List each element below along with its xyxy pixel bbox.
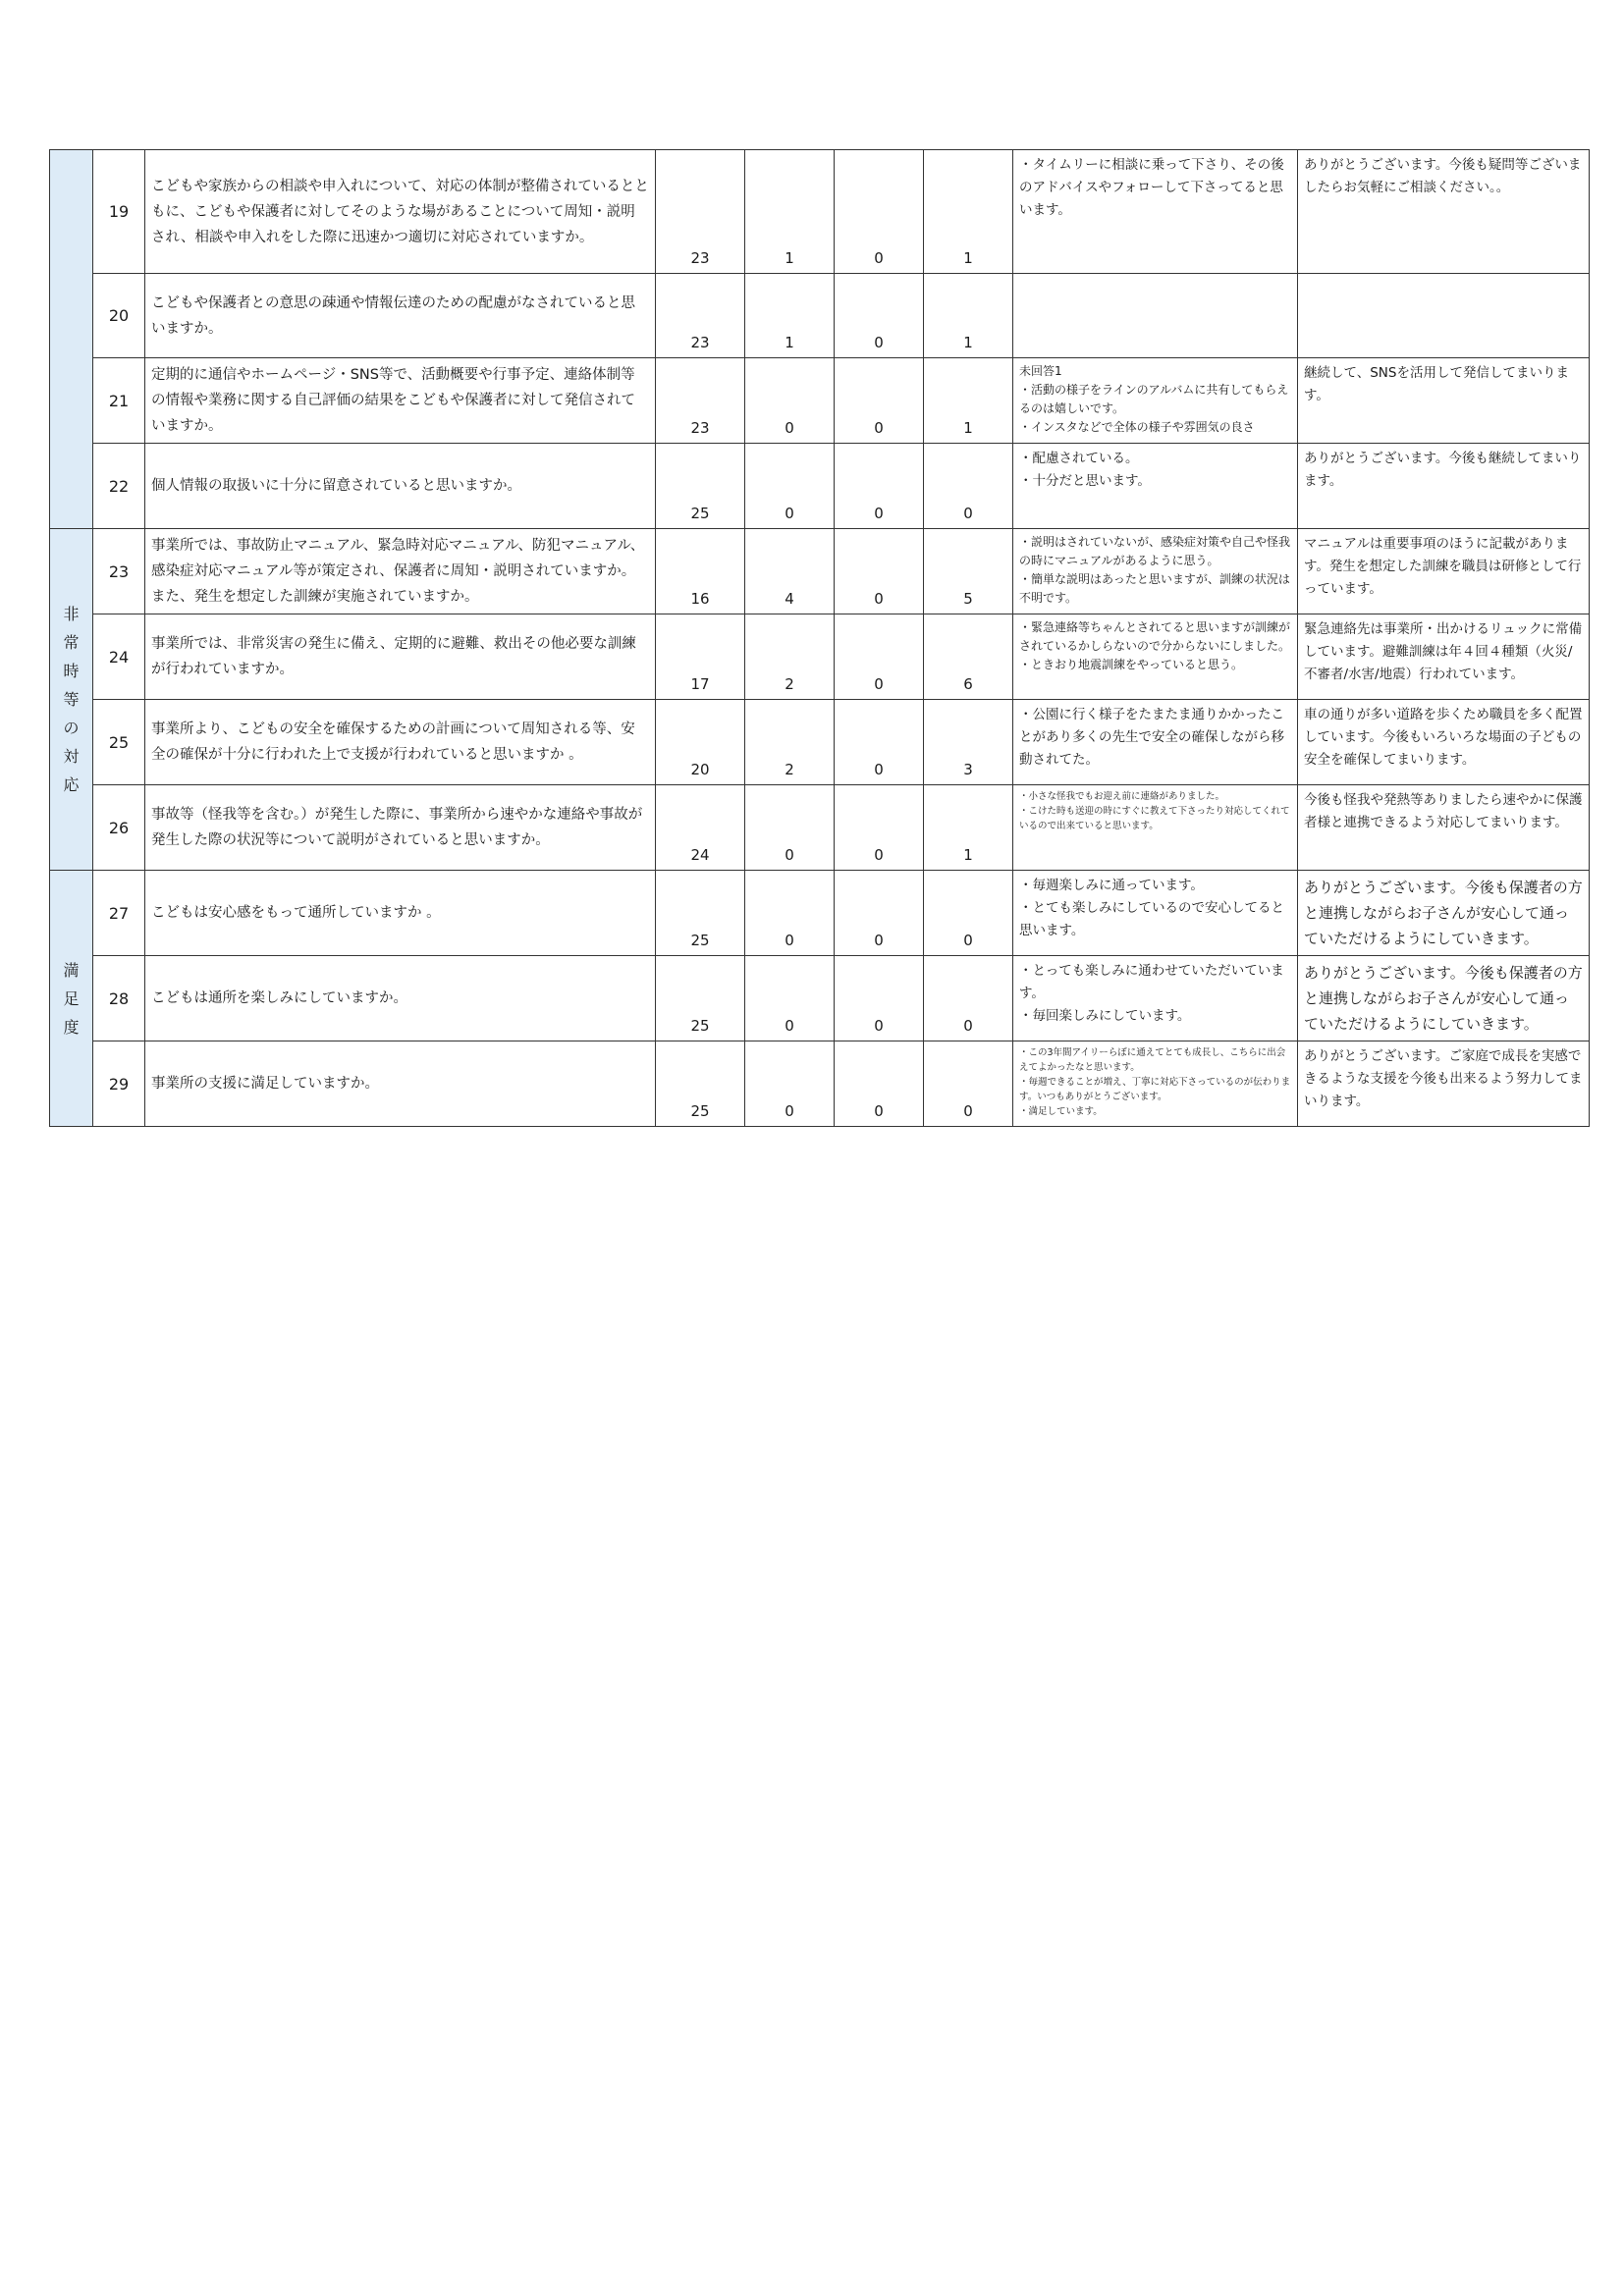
count-unknown: 0	[924, 956, 1013, 1041]
question-text: こどもや保護者との意思の疎通や情報伝達のための配慮がなされていると思いますか。	[145, 274, 656, 358]
question-number: 23	[93, 529, 145, 614]
table-body	[50, 150, 1590, 1127]
count-yes: 25	[656, 444, 745, 529]
reply-text: 今後も怪我や発熱等ありましたら速やかに保護者様と連携できるよう対応してまいります。	[1304, 792, 1583, 830]
comment-line: ・配慮されている。	[1019, 451, 1139, 466]
parent-comments	[1013, 614, 1298, 700]
facility-reply	[1298, 1041, 1590, 1127]
count-unknown: 1	[924, 150, 1013, 274]
parent-comments	[1013, 1041, 1298, 1127]
count-unsure: 4	[745, 529, 835, 614]
category-cell	[50, 529, 93, 871]
question-text: 事業所の支援に満足していますか。	[145, 1041, 656, 1127]
count-yes: 17	[656, 614, 745, 700]
count-yes: 25	[656, 956, 745, 1041]
table-row	[50, 785, 1590, 871]
facility-reply	[1298, 700, 1590, 785]
question-text: 事故等（怪我等を含む。）が発生した際に、事業所から速やかな連絡や事故が発生した際の状況等について説明がされていると思いますか。	[145, 785, 656, 871]
table-row	[50, 150, 1590, 274]
category-cell	[50, 150, 93, 529]
count-yes: 20	[656, 700, 745, 785]
question-text: こどもは安心感をもって通所していますか 。	[145, 871, 656, 956]
comment-line: ・タイムリーに相談に乗って下さり、その後のアドバイスやフォローして下さってると思います。	[1019, 157, 1284, 218]
question-number: 27	[93, 871, 145, 956]
comment-line: ・とても楽しみにしているので安心してると思います。	[1019, 900, 1284, 938]
comment-line: ・簡単な説明はあったと思いますが、訓練の状況は不明です。	[1019, 572, 1290, 605]
reply-text: ありがとうございます。今後も保護者の方と連携しながらお子さんが安心して通っていただけるようにしていきます。	[1304, 879, 1583, 947]
count-unsure: 1	[745, 150, 835, 274]
count-yes: 25	[656, 871, 745, 956]
comment-line: ・インスタなどで全体の様子や雰囲気の良さ	[1019, 420, 1255, 434]
category-label: 非常時等の対応	[63, 605, 80, 794]
question-text: 定期的に通信やホームページ・SNS等で、活動概要や行事予定、連絡体制等の情報や業務に関する自己評価の結果をこどもや保護者に対して発信されていますか。	[145, 358, 656, 444]
count-unsure: 1	[745, 274, 835, 358]
question-number: 28	[93, 956, 145, 1041]
table-row	[50, 358, 1590, 444]
question-text: 事業所では、事故防止マニュアル、緊急時対応マニュアル、防犯マニュアル、感染症対応マニュアル等が策定され、保護者に周知・説明されていますか。また、発生を想定した訓練が実施されていますか。	[145, 529, 656, 614]
comment-line: ・小さな怪我でもお迎え前に連絡がありました。	[1019, 791, 1225, 802]
reply-text: ありがとうございます。今後も継続してまいります。	[1304, 451, 1582, 489]
count-unknown: 3	[924, 700, 1013, 785]
table-row	[50, 871, 1590, 956]
count-unknown: 5	[924, 529, 1013, 614]
question-number: 20	[93, 274, 145, 358]
count-yes: 16	[656, 529, 745, 614]
count-unknown: 1	[924, 785, 1013, 871]
question-number: 22	[93, 444, 145, 529]
count-yes: 24	[656, 785, 745, 871]
question-number: 25	[93, 700, 145, 785]
reply-text: ありがとうございます。今後も保護者の方と連携しながらお子さんが安心して通っていただけるようにしていきます。	[1304, 964, 1583, 1033]
parent-comments	[1013, 274, 1298, 358]
reply-text: 継続して、SNSを活用して発信してまいります。	[1304, 365, 1569, 403]
count-no: 0	[835, 785, 924, 871]
facility-reply	[1298, 785, 1590, 871]
count-unknown: 6	[924, 614, 1013, 700]
count-unknown: 1	[924, 358, 1013, 444]
comment-line: ・毎週できることが増え、丁寧に対応下さっているのが伝わります。いつもありがとうございます。	[1019, 1077, 1291, 1102]
category-label: 満足度	[63, 960, 80, 1037]
comment-line: ・とっても楽しみに通わせていただいています。	[1019, 963, 1284, 1001]
count-yes: 23	[656, 274, 745, 358]
count-no: 0	[835, 274, 924, 358]
count-no: 0	[835, 871, 924, 956]
reply-text: マニュアルは重要事項のほうに記載があります。発生を想定した訓練を職員は研修として行っています。	[1304, 536, 1582, 597]
reply-text: 緊急連絡先は事業所・出かけるリュックに常備しています。避難訓練は年４回４種類（火災/不審者/水害/地震）行われています。	[1304, 621, 1583, 682]
count-unsure: 2	[745, 614, 835, 700]
comment-line: ・毎回楽しみにしています。	[1019, 1008, 1191, 1024]
table-row	[50, 956, 1590, 1041]
category-cell	[50, 871, 93, 1127]
comment-line: ・説明はされていないが、感染症対策や自己や怪我の時にマニュアルがあるように思う。	[1019, 535, 1291, 567]
comment-line: ・こけた時も送迎の時にすぐに教えて下さったり対応してくれているので出来ていると思います。	[1019, 806, 1290, 831]
table-row	[50, 444, 1590, 529]
comment-line: ・この3年間アイリーらぼに通えてとても成長し、こちらに出会えてよかったなと思います。	[1019, 1047, 1286, 1073]
comment-line: ・緊急連絡等ちゃんとされてると思いますが訓練がされているかしらないので分からないにしました。	[1019, 620, 1291, 653]
count-yes: 23	[656, 358, 745, 444]
count-unknown: 0	[924, 871, 1013, 956]
count-unsure: 2	[745, 700, 835, 785]
count-yes: 25	[656, 1041, 745, 1127]
parent-comments	[1013, 444, 1298, 529]
table-row	[50, 529, 1590, 614]
parent-comments	[1013, 150, 1298, 274]
facility-reply	[1298, 956, 1590, 1041]
comment-line: ・ときおり地震訓練をやっていると思う。	[1019, 658, 1244, 671]
parent-comments	[1013, 871, 1298, 956]
facility-reply	[1298, 358, 1590, 444]
count-no: 0	[835, 529, 924, 614]
count-no: 0	[835, 358, 924, 444]
question-number: 24	[93, 614, 145, 700]
evaluation-table	[49, 149, 1590, 1127]
comment-line: ・満足しています。	[1019, 1106, 1103, 1117]
reply-text: 車の通りが多い道路を歩くため職員を多く配置しています。今後もいろいろな場面の子どもの安全を確保してまいります。	[1304, 707, 1583, 768]
question-number: 26	[93, 785, 145, 871]
question-text: こどもや家族からの相談や申入れについて、対応の体制が整備されているとともに、こどもや保護者に対してそのような場があることについて周知・説明され、相談や申入れをした際に迅速かつ適切に対応されていますか。	[145, 150, 656, 274]
count-no: 0	[835, 1041, 924, 1127]
count-no: 0	[835, 444, 924, 529]
parent-comments	[1013, 956, 1298, 1041]
table-row	[50, 274, 1590, 358]
question-number: 19	[93, 150, 145, 274]
comment-line: ・公園に行く様子をたまたま通りかかったことがあり多くの先生で安全の確保しながら移動されてた。	[1019, 707, 1284, 768]
facility-reply	[1298, 150, 1590, 274]
count-unsure: 0	[745, 358, 835, 444]
facility-reply	[1298, 444, 1590, 529]
comment-line: ・十分だと思います。	[1019, 473, 1151, 489]
parent-comments	[1013, 785, 1298, 871]
reply-text: ありがとうございます。今後も疑問等ございましたらお気軽にご相談ください。。	[1304, 157, 1582, 195]
question-text: こどもは通所を楽しみにしていますか。	[145, 956, 656, 1041]
question-text: 個人情報の取扱いに十分に留意されていると思いますか。	[145, 444, 656, 529]
count-yes: 23	[656, 150, 745, 274]
table-row	[50, 700, 1590, 785]
count-no: 0	[835, 150, 924, 274]
question-number: 21	[93, 358, 145, 444]
count-no: 0	[835, 700, 924, 785]
count-unknown: 0	[924, 444, 1013, 529]
count-unsure: 0	[745, 1041, 835, 1127]
facility-reply	[1298, 529, 1590, 614]
count-no: 0	[835, 614, 924, 700]
facility-reply	[1298, 614, 1590, 700]
table-row	[50, 1041, 1590, 1127]
question-number: 29	[93, 1041, 145, 1127]
count-unsure: 0	[745, 871, 835, 956]
parent-comments	[1013, 358, 1298, 444]
count-unknown: 1	[924, 274, 1013, 358]
reply-text: ありがとうございます。ご家庭で成長を実感できるような支援を今後も出来るよう努力してまいります。	[1304, 1048, 1583, 1109]
question-text: 事業所では、非常災害の発生に備え、定期的に避難、救出その他必要な訓練が行われていますか。	[145, 614, 656, 700]
comment-line: ・毎週楽しみに通っています。	[1019, 878, 1204, 893]
question-text: 事業所より、こどもの安全を確保するための計画について周知される等、安全の確保が十分に行われた上で支援が行われていると思いますか 。	[145, 700, 656, 785]
comment-line: ・活動の様子をラインのアルバムに共有してもらえるのは嬉しいです。	[1019, 383, 1289, 415]
facility-reply	[1298, 274, 1590, 358]
table-row	[50, 614, 1590, 700]
facility-reply	[1298, 871, 1590, 956]
count-no: 0	[835, 956, 924, 1041]
count-unsure: 0	[745, 956, 835, 1041]
comment-line: 未回答1	[1019, 364, 1062, 378]
parent-comments	[1013, 529, 1298, 614]
parent-comments	[1013, 700, 1298, 785]
count-unsure: 0	[745, 785, 835, 871]
count-unsure: 0	[745, 444, 835, 529]
count-unknown: 0	[924, 1041, 1013, 1127]
